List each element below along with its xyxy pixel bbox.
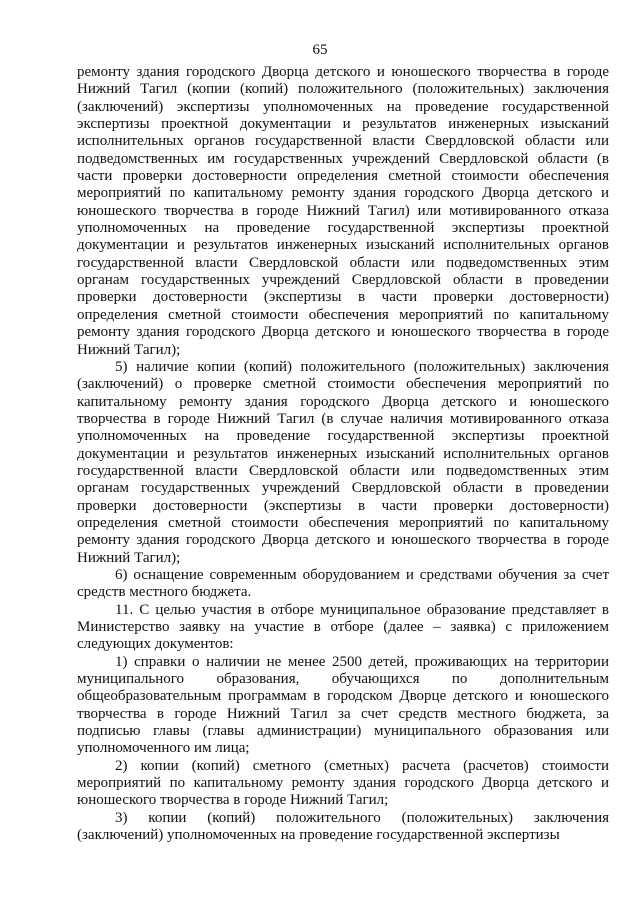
paragraph-item-5: 5) наличие копии (копий) положительного (положительных) заключения (заключений) о проверке сметной стоимости обеспечения мероприятий по капитальному ремонту здания городского Дворца детского и юношеского творчества в городе Нижний Тагил (в случае наличия мотивированного отказа уполномоченных на проведение государственной экспертизы проектной документации и результатов инженерных изысканий исполнительных органов государственной власти Свердловской области или подведомственных этим органам государственных учреждений Свердловской области в проведении проверки достоверности (экспертизы в части проверки достоверности) определения сметной стоимости обеспечения мероприятий по капитальному ремонту здания городского Дворца детского и юношеского творчества в городе Нижний Тагил);: [77, 358, 609, 566]
page-number: 65: [312, 42, 328, 58]
paragraph-11-item-1: 1) справки о наличии не менее 2500 детей, проживающих на территории муниципального образования, обучающихся по дополнительным общеобразовательным программам в городском Дворце детского и юношеского творчества в городе Нижний Тагил за счет средств местного бюджета, за подписью главы (главы администрации) муниципального образования или уполномоченного им лица;: [77, 653, 609, 757]
document-body: [77, 64, 609, 844]
paragraph-continuation: ремонту здания городского Дворца детского и юношеского творчества в городе Нижний Тагил (копии (копий) положительного (положительных) заключения (заключений) экспертизы уполномоченных на проведение государственной экспертизы проектной документации и результатов инженерных изысканий исполнительных органов государственной власти Свердловской области или подведомственных им государственных учреждений Свердловской области (в части проверки достоверности определения сметной стоимости обеспечения мероприятий по капитальному ремонту здания городского Дворца детского и юношеского творчества в городе Нижний Тагил) или мотивированного отказа уполномоченных на проведение государственной экспертизы проектной документации и результатов инженерных изысканий исполнительных органов государственной власти Свердловской области или подведомственных этим органам государственных учреждений Свердловской области в проведении проверки достоверности (экспертизы в части проверки достоверности) определения сметной стоимости обеспечения мероприятий по капитальному ремонту здания городского Дворца детского и юношеского творчества в городе Нижний Тагил);: [77, 64, 609, 358]
paragraph-11: 11. С целью участия в отборе муниципальное образование представляет в Министерство заявку на участие в отборе (далее – заявка) с приложением следующих документов:: [77, 601, 609, 653]
paragraph-11-item-2: 2) копии (копий) сметного (сметных) расчета (расчетов) стоимости мероприятий по капитальному ремонту здания городского Дворца детского и юношеского творчества в городе Нижний Тагил;: [77, 757, 609, 809]
paragraph-item-6: 6) оснащение современным оборудованием и средствами обучения за счет средств местного бюджета.: [77, 566, 609, 601]
paragraph-11-item-3: 3) копии (копий) положительного (положительных) заключения (заключений) уполномоченных на проведение государственной экспертизы: [77, 809, 609, 844]
